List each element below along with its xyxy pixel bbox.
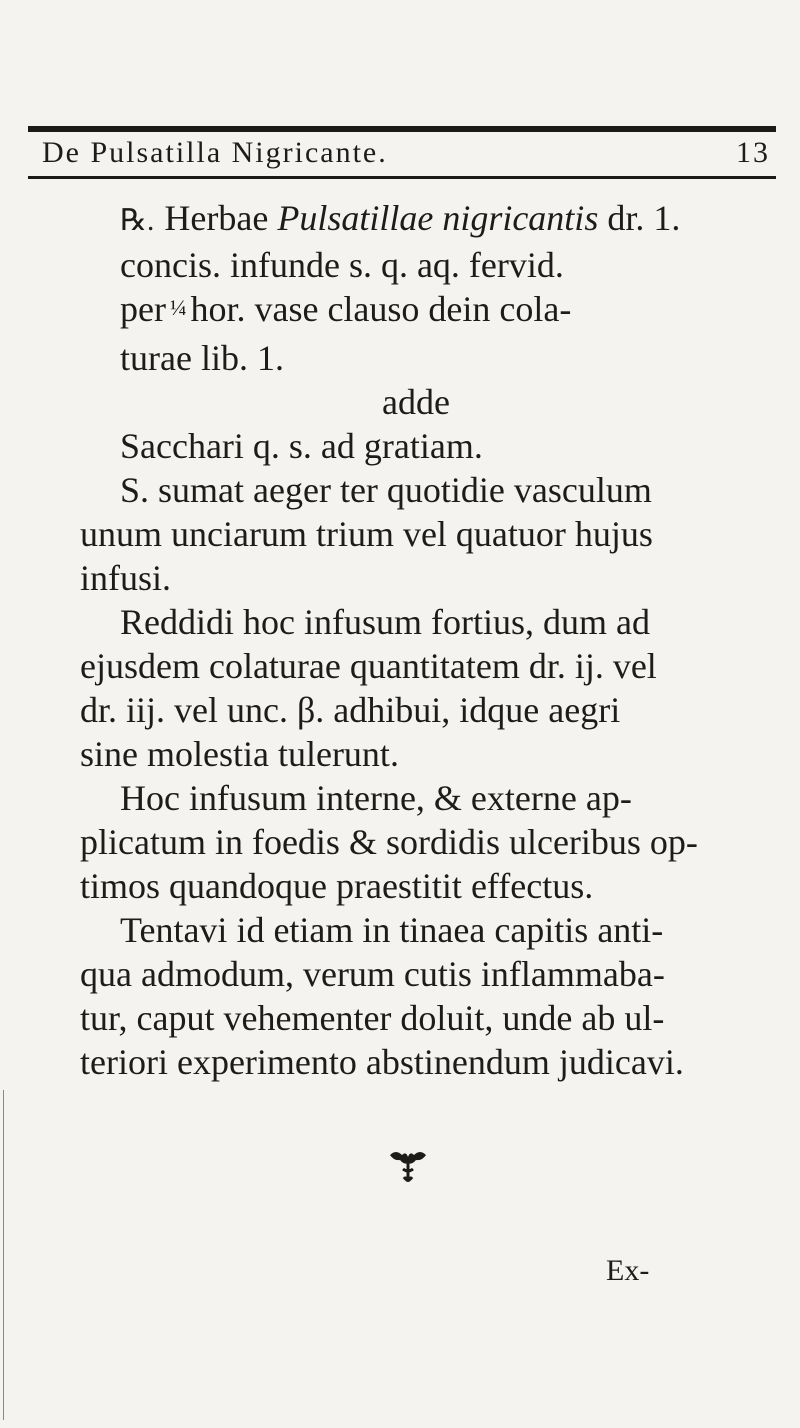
recipe-symbol: ℞. [120, 204, 155, 237]
paragraph-line: Tentavi id etiam in tinaea capitis anti- [120, 910, 664, 950]
recipe-line: ℞. Herbae Pulsatillae nigricantis dr. 1. [120, 198, 681, 238]
paragraph-line: Reddidi hoc infusum fortius, dum ad [120, 602, 650, 642]
paragraph-line: plicatum in foedis & sordidis ulceribus op- [80, 822, 698, 862]
recipe-line: Sacchari q. s. ad gratiam. [120, 426, 483, 466]
paragraph-line: S. sumat aeger ter quotidie vasculum [120, 470, 652, 510]
fraction: ¼ [169, 295, 187, 320]
paragraph-line: timos quandoque praestitit effectus. [80, 866, 594, 906]
recipe-line: per ¼ hor. vase clauso dein cola- [120, 289, 572, 329]
paragraph-line: ejusdem colaturae quantitatem dr. ij. vel [80, 646, 657, 686]
herb-name: Pulsatillae nigricantis [277, 198, 599, 238]
running-head [28, 136, 776, 172]
page-text [80, 196, 752, 1084]
paragraph-line: sine molestia tulerunt. [80, 734, 399, 774]
header-rule-top [28, 126, 776, 132]
paragraph-line: qua admodum, verum cutis inflammaba- [80, 954, 665, 994]
recipe-adde: adde [382, 382, 450, 422]
paragraph-line: teriori experimento abstinendum judicavi. [80, 1042, 684, 1082]
page-number: 13 [736, 136, 770, 169]
running-head-title: De Pulsatilla Nigricante. [42, 136, 388, 169]
recipe-line: concis. infunde s. q. aq. fervid. [120, 245, 564, 285]
paragraph-line: tur, caput vehementer doluit, unde ab ul- [80, 998, 665, 1038]
paragraph-line: Hoc infusum interne, & externe ap- [120, 778, 632, 818]
header-rule-bottom [28, 176, 776, 179]
paragraph-line: infusi. [80, 558, 172, 598]
paragraph-line: unum unciarum trium vel quatuor hujus [80, 514, 653, 554]
catchword: Ex- [606, 1254, 650, 1287]
fleuron-icon [386, 1147, 430, 1185]
paragraph-line: dr. iij. vel unc. β. adhibui, idque aegri [80, 690, 621, 730]
page-edge-line [3, 1090, 4, 1420]
recipe-line: turae lib. 1. [120, 338, 284, 378]
